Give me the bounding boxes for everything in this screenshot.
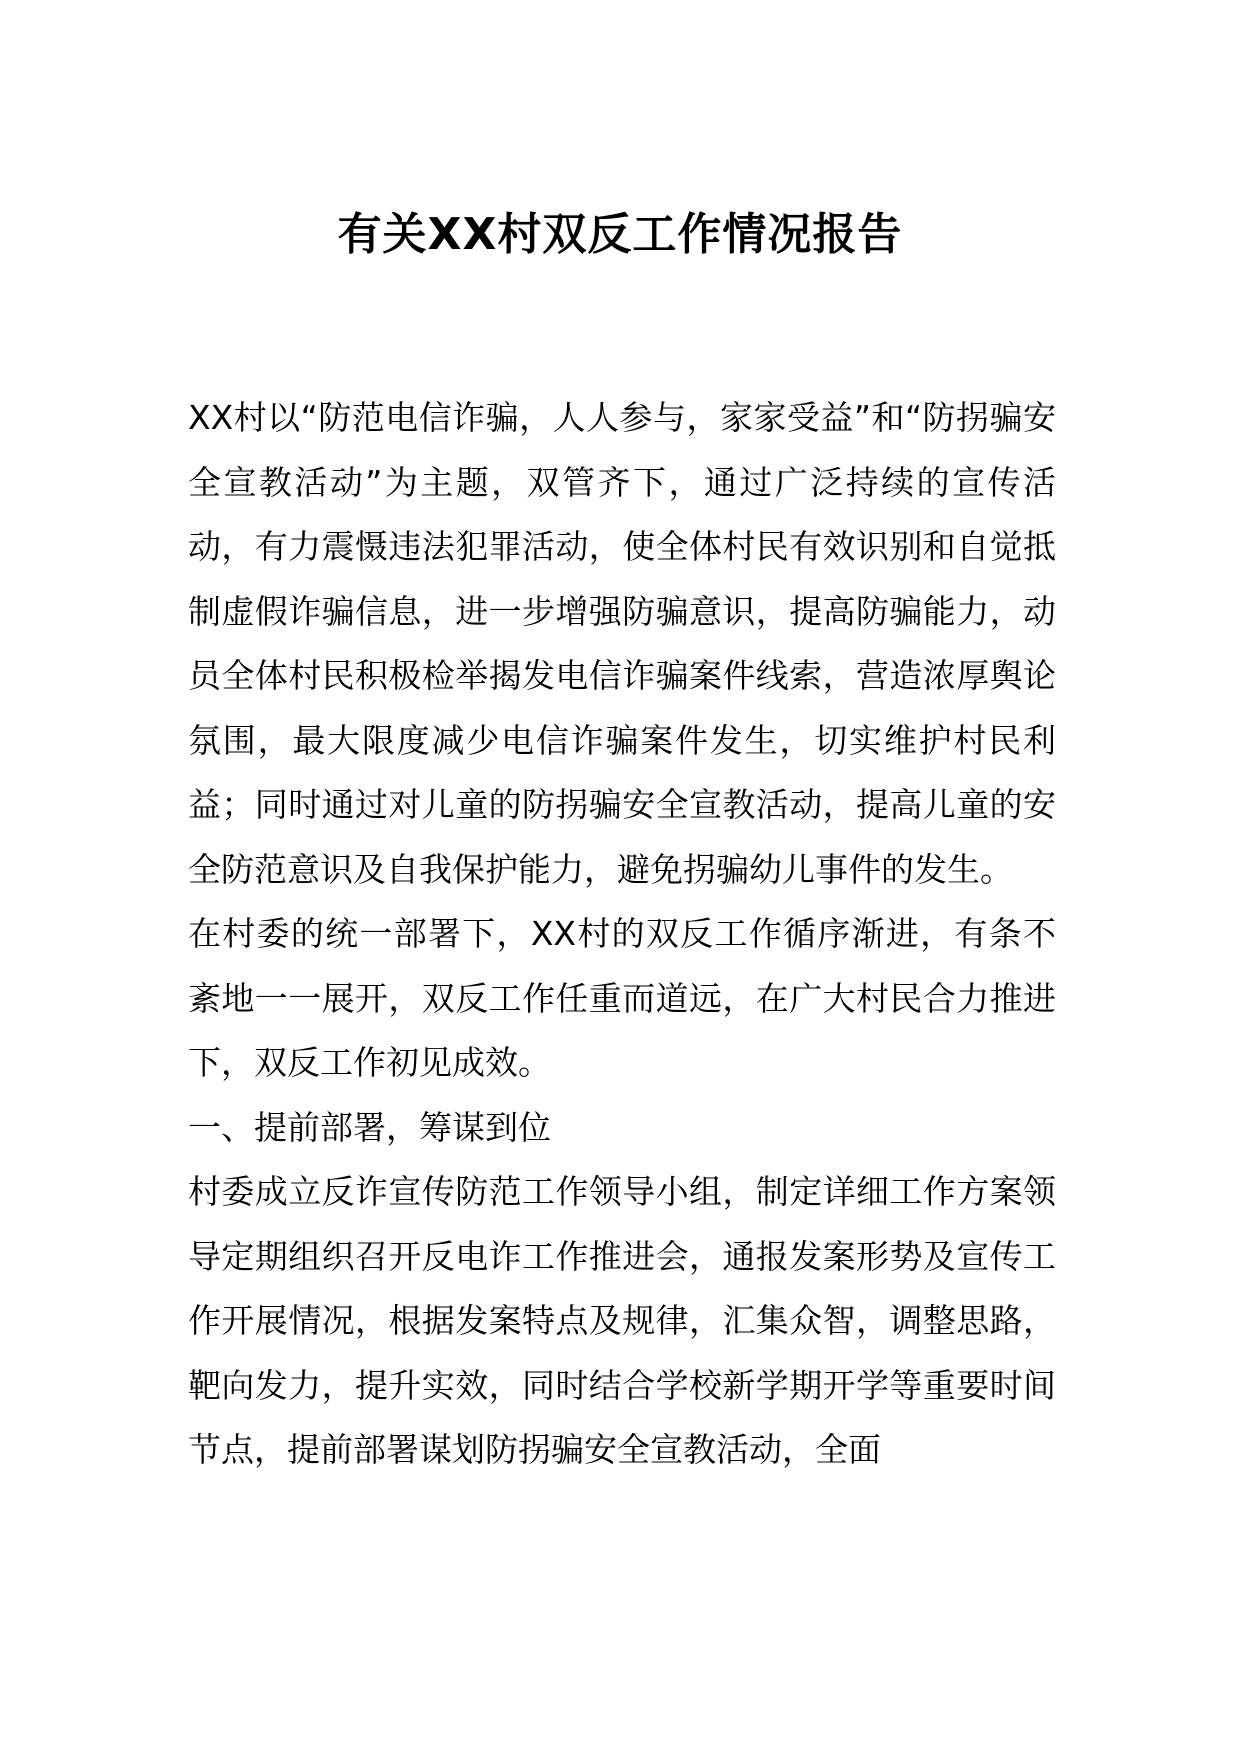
document-title: 有关XX村双反工作情况报告	[337, 209, 903, 260]
document-body	[188, 386, 1056, 1483]
section-paragraph: 村委成立反诈宣传防范工作领导小组，制定详细工作方案领导定期组织召开反电诈工作推进会，通报发案形势及宣传工作开展情况，根据发案特点及规律，汇集众智，调整思路，靶向发力，提升实效，同时结合学校新学期开学等重要时间节点，提前部署谋划防拐骗安全宣教活动，全面	[188, 1172, 1056, 1469]
progress-paragraph: 在村委的统一部署下，XX村的双反工作循序渐进，有条不紊地一一展开，双反工作任重而道远，在广大村民合力推进下，双反工作初见成效。	[188, 914, 1056, 1082]
intro-paragraph: XX村以“防范电信诈骗，人人参与，家家受益”和“防拐骗安全宣教活动”为主题，双管齐下，通过广泛持续的宣传活动，有力震慑违法犯罪活动，使全体村民有效识别和自觉抵制虚假诈骗信息，进一步增强防骗意识，提高防骗能力，动员全体村民积极检举揭发电信诈骗案件线索，营造浓厚舆论氛围，最大限度减少电信诈骗案件发生，切实维护村民利益；同时通过对儿童的防拐骗安全宣教活动，提高儿童的安全防范意识及自我保护能力，避免拐骗幼儿事件的发生。	[188, 398, 1056, 889]
section-heading: 一、提前部署，筹谋到位	[188, 1107, 551, 1147]
